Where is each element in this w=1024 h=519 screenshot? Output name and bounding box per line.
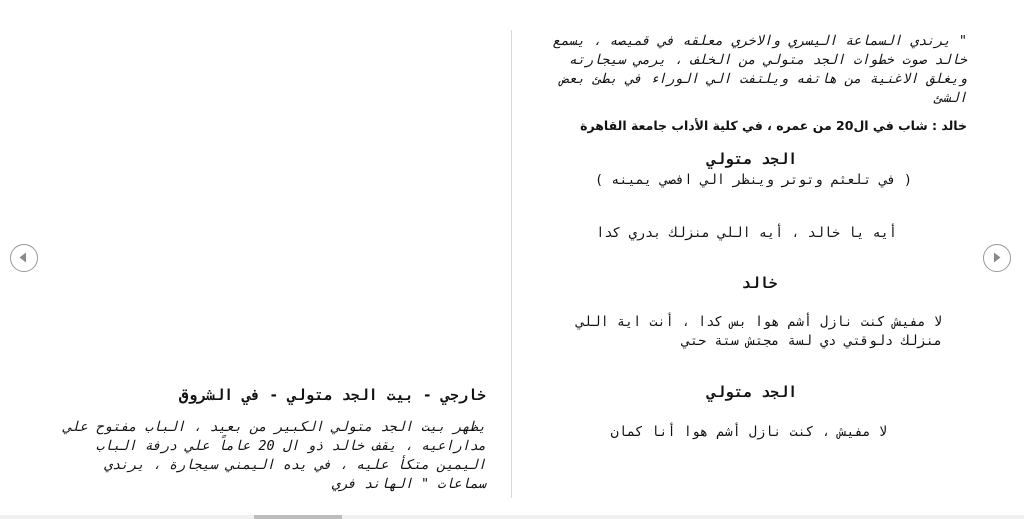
dialogue-1: أيه يا خالد ، أيه اللي منزلك بدري كدا [596, 225, 897, 241]
character-name-2: خالد [741, 274, 778, 292]
arrow-right-icon [984, 245, 1009, 270]
scrollbar-thumb[interactable] [254, 515, 342, 519]
character-name-3: الجد متولي [706, 383, 798, 401]
dialogue-3: لا مفيش ، كنت نازل أشم هوا أنا كمان [610, 424, 887, 440]
intro-paragraph: " يرندي السماعة اليسري والاخري معلقه في قميصه ، يسمع خالد صوت خطوات الجد متولي من الخلف ، يرمي سيجارته ويغلق الاغنية من هاتفه ويلتفت الي الوراء في بطئ بعض الشئ [552, 33, 967, 106]
dialogue-2: لا مفيش كنت نازل أشم هوا بس كدا ، أنت اية اللي منزلك دلوقتي دي لسة مجتش ستة حتي [576, 314, 942, 349]
arrow-left-icon [11, 245, 36, 270]
left-page [40, 30, 510, 500]
scene-heading: خارجي - بيت الجد متولي - في الشروق [178, 386, 486, 404]
previous-page-button[interactable] [10, 244, 38, 272]
character-description: خالد : شاب في ال20 من عمره ، في كلية الأداب جامعة القاهرة [580, 118, 967, 133]
horizontal-scrollbar[interactable] [0, 515, 1024, 519]
character-name-1: الجد متولي [706, 150, 798, 168]
parenthetical-1: ( في تلعثم وتوتر وينظر الي افصي يمينه ) [595, 172, 912, 188]
action-paragraph: يظهر بيت الجد متولي الكبير من بعيد ، الباب مفتوح علي مداراعيه ، يقف خالد ذو ال 20 عاماً علي درفة الباب اليمين متكأ عليه ، في يده اليمني سيجارة ، يرندي سماعات " الهاند فري [63, 419, 486, 492]
next-page-button[interactable] [983, 244, 1011, 272]
right-page [512, 30, 982, 500]
